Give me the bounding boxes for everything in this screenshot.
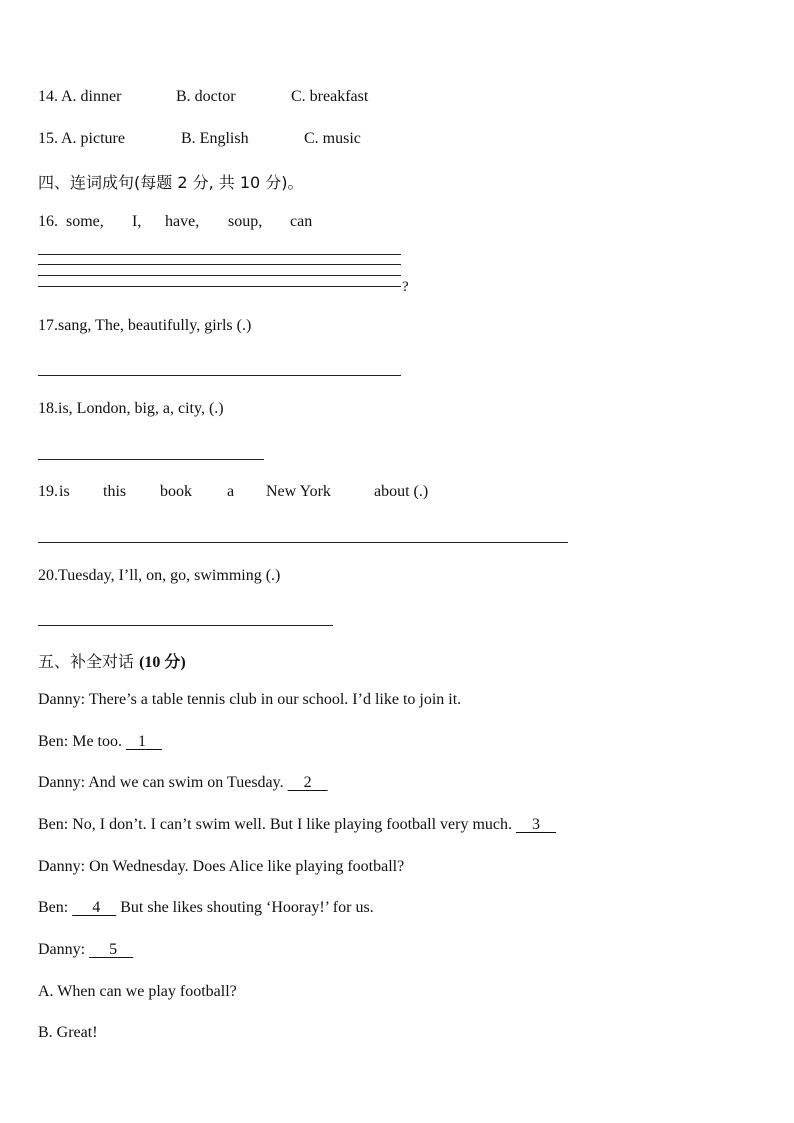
q14-option-a: A. dinner <box>61 88 122 105</box>
dialogue-line <box>38 899 374 917</box>
dialogue-line <box>38 941 133 959</box>
answer-blank[interactable] <box>89 941 133 958</box>
dialogue-line <box>38 774 328 792</box>
q16-number: 16. <box>38 213 58 230</box>
q19-answer-line <box>38 542 568 543</box>
q15-option-c: C. music <box>304 130 361 147</box>
q15-option-b: B. English <box>181 130 249 147</box>
dialogue-line <box>38 816 556 834</box>
q20-prompt: 20.Tuesday, I’ll, on, go, swimming (.) <box>38 567 281 584</box>
q18-prompt: 18.is, London, big, a, city, (.) <box>38 400 224 417</box>
q16-word: have, <box>165 213 200 230</box>
section-5-title: 五、补全对话 <box>38 652 140 671</box>
section-4-heading: 四、连词成句(每题 2 分, 共 10 分)。 <box>38 173 304 192</box>
dialogue-text: Danny: And we can swim on Tuesday. <box>38 774 288 791</box>
q16-word: soup, <box>228 213 263 230</box>
q18-answer-line <box>38 459 264 460</box>
dialogue-text: But she likes shouting ‘Hooray!’ for us. <box>116 899 374 916</box>
dialogue-text: Ben: No, I don’t. I can’t swim well. But I like playing football very much. <box>38 816 516 833</box>
q16-question-mark: ? <box>402 279 409 295</box>
q15-option-a: A. picture <box>61 130 125 147</box>
blank-number: 4 <box>92 899 101 916</box>
dialogue-line <box>38 733 162 751</box>
answer-blank[interactable] <box>72 899 116 916</box>
q15-number: 15. <box>38 130 58 147</box>
answer-option-b: B. Great! <box>38 1024 98 1041</box>
q16-answer-line <box>38 286 401 287</box>
q17-answer-line <box>38 375 401 376</box>
answer-blank[interactable] <box>288 774 328 791</box>
q16-answer-line <box>38 264 401 265</box>
blank-number: 2 <box>303 774 312 791</box>
dialogue-text: Danny: On Wednesday. Does Alice like playing football? <box>38 858 405 875</box>
answer-option-a: A. When can we play football? <box>38 983 237 1000</box>
section-5-points: (10 分) <box>139 654 186 671</box>
q19-word: book <box>160 483 192 500</box>
dialogue-line <box>38 691 461 709</box>
q14-option-b: B. doctor <box>176 88 236 105</box>
blank-number: 1 <box>138 733 146 750</box>
section-5-heading <box>38 649 186 672</box>
q16-word: I, <box>132 213 142 230</box>
dialogue-text: Ben: <box>38 899 73 916</box>
q19-word: a <box>227 483 235 500</box>
answer-blank[interactable] <box>126 733 162 750</box>
q19-number: 19. <box>38 483 58 500</box>
blank-number: 5 <box>109 941 118 958</box>
q16-answer-line <box>38 254 401 255</box>
q14-number: 14. <box>38 88 58 105</box>
q19-word: New York <box>266 483 331 500</box>
dialogue-text: Ben: Me too. <box>38 733 126 750</box>
dialogue-text: Danny: <box>38 941 90 958</box>
q20-answer-line <box>38 625 333 626</box>
dialogue-text: Danny: There’s a table tennis club in our school. I’d like to join it. <box>38 691 462 708</box>
q19-word: about (.) <box>374 483 429 500</box>
q17-prompt: 17.sang, The, beautifully, girls (.) <box>38 317 252 334</box>
blank-number: 3 <box>532 816 540 833</box>
q19-word: is <box>59 483 70 500</box>
q16-word: can <box>290 213 313 230</box>
dialogue-line <box>38 858 404 876</box>
answer-blank[interactable] <box>516 816 556 833</box>
q16-word: some, <box>66 213 104 230</box>
q14-option-c: C. breakfast <box>291 88 369 105</box>
q16-answer-line <box>38 275 401 276</box>
q19-word: this <box>103 483 127 500</box>
